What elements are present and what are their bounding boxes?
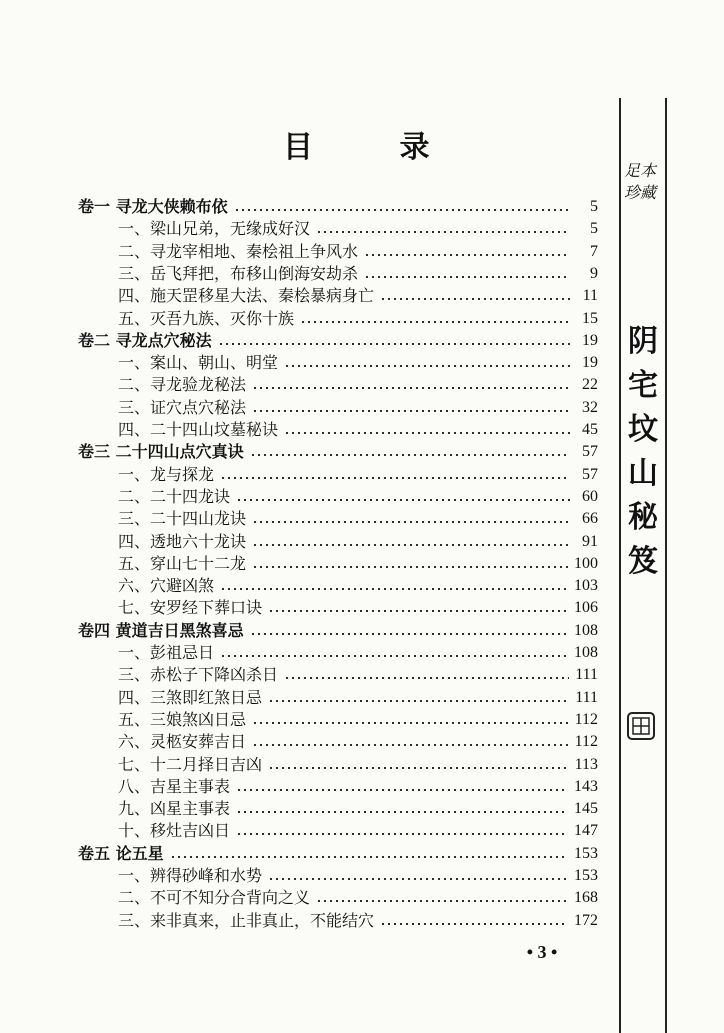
- toc-leader-dots: [250, 454, 570, 456]
- toc-leader-dots: [268, 878, 568, 880]
- toc-entry-label: 六、穴避凶煞: [118, 576, 215, 595]
- toc-chapter-entry: [118, 508, 598, 530]
- book-title-char: 山: [628, 456, 658, 491]
- toc-entry-label: 一、龙与探龙: [118, 465, 215, 484]
- toc-entry-page: 19: [582, 354, 598, 371]
- seal-icon: [621, 710, 661, 742]
- side-banner-tagline: 足本 珍藏: [623, 161, 656, 202]
- toc-entry-label: 卷五 论五星: [78, 844, 164, 863]
- toc-leader-dots: [220, 588, 568, 590]
- toc-entry-label: 六、灵柩安葬吉日: [118, 732, 247, 751]
- book-title-char: 秘: [628, 500, 658, 535]
- toc-chapter-entry: [118, 597, 598, 619]
- toc-entry-page: 22: [582, 376, 598, 393]
- toc-leader-dots: [268, 700, 569, 702]
- toc-entry-page: 19: [582, 332, 598, 349]
- toc-leader-dots: [252, 566, 568, 568]
- toc-chapter-entry: [118, 731, 598, 753]
- toc-volume-entry: [78, 843, 598, 865]
- toc-chapter-entry: [118, 285, 598, 307]
- toc-leader-dots: [234, 209, 570, 211]
- toc-chapter-entry: [118, 464, 598, 486]
- toc-entry-page: 113: [574, 756, 598, 773]
- toc-entry-page: 91: [582, 533, 598, 550]
- toc-leader-dots: [236, 811, 568, 813]
- book-title-char: 坟: [628, 412, 658, 447]
- toc-entry-label: 卷二 寻龙点穴秘法: [78, 331, 212, 350]
- toc-leader-dots: [284, 365, 570, 367]
- toc-entry-page: 45: [582, 421, 598, 438]
- toc-leader-dots: [284, 432, 570, 434]
- toc-entry-page: 15: [582, 310, 598, 327]
- toc-chapter-entry: [118, 553, 598, 575]
- toc-chapter-entry: [118, 263, 598, 285]
- toc-leader-dots: [236, 499, 570, 501]
- toc-entry-page: 112: [574, 711, 598, 728]
- toc-leader-dots: [252, 544, 570, 546]
- toc-leader-dots: [268, 610, 568, 612]
- toc-chapter-entry: [118, 486, 598, 508]
- toc-leader-dots: [284, 677, 569, 679]
- toc-chapter-entry: [118, 575, 598, 597]
- book-title-vertical: [619, 320, 667, 584]
- toc-entry-page: 153: [574, 845, 598, 862]
- toc-leader-dots: [380, 923, 568, 925]
- toc-entry-label: 七、安罗经下葬口诀: [118, 598, 263, 617]
- toc-leader-dots: [236, 789, 568, 791]
- toc-leader-dots: [364, 254, 570, 256]
- toc-entry-page: 5: [590, 220, 598, 237]
- toc-chapter-entry: [118, 664, 598, 686]
- toc-leader-dots: [252, 387, 570, 389]
- toc-entry-page: 32: [582, 399, 598, 416]
- toc-entry-label: 十、移灶吉凶日: [118, 821, 231, 840]
- toc-leader-dots: [380, 298, 570, 300]
- toc-volume-entry: [78, 441, 598, 463]
- toc-entry-page: 108: [574, 644, 598, 661]
- toc-entry-label: 四、施天罡移星大法、秦桧暴病身亡: [118, 286, 375, 305]
- toc-entry-label: 卷三 二十四山点穴真诀: [78, 442, 244, 461]
- toc-chapter-entry: [118, 531, 598, 553]
- toc-entry-page: 103: [574, 577, 598, 594]
- toc-entry-page: 153: [574, 867, 598, 884]
- toc-chapter-entry: [118, 754, 598, 776]
- toc-chapter-entry: [118, 218, 598, 240]
- toc-chapter-entry: [118, 865, 598, 887]
- toc-entry-page: 100: [574, 555, 598, 572]
- toc-entry-label: 一、梁山兄弟，无缘成好汉: [118, 219, 311, 238]
- toc-leader-dots: [252, 521, 570, 523]
- toc-entry-label: 卷一 寻龙大侠赖布依: [78, 197, 228, 216]
- toc-entry-label: 二、寻龙验龙秘法: [118, 375, 247, 394]
- toc-leader-dots: [236, 833, 568, 835]
- toc-entry-label: 三、赤松子下降凶杀日: [118, 665, 279, 684]
- toc-leader-dots: [268, 767, 569, 769]
- toc-leader-dots: [220, 477, 570, 479]
- toc-chapter-entry: [118, 374, 598, 396]
- toc-entry-page: 7: [590, 243, 598, 260]
- toc-entry-label: 一、彭祖忌日: [118, 643, 215, 662]
- toc-entry-page: 111: [575, 689, 598, 706]
- toc-chapter-entry: [118, 798, 598, 820]
- toc-entry-label: 三、二十四山龙诀: [118, 509, 247, 528]
- book-title-char: 阴: [628, 324, 658, 359]
- toc-leader-dots: [220, 655, 568, 657]
- toc-leader-dots: [316, 231, 570, 233]
- toc-entry-label: 一、辨得砂峰和水势: [118, 866, 263, 885]
- toc-entry-page: 143: [574, 778, 598, 795]
- toc-leader-dots: [316, 900, 568, 902]
- toc-chapter-entry: [118, 397, 598, 419]
- toc-leader-dots: [252, 744, 569, 746]
- toc-entry-label: 四、三煞即红煞日忌: [118, 688, 263, 707]
- book-title-char: 宅: [628, 368, 658, 403]
- toc-chapter-entry: [118, 241, 598, 263]
- toc-entry-page: 172: [574, 912, 598, 929]
- toc-entry-label: 三、岳飞拜把，布移山倒海安劫杀: [118, 264, 359, 283]
- toc-chapter-entry: [118, 820, 598, 842]
- toc-volume-entry: [78, 330, 598, 352]
- toc-entry-label: 五、三娘煞凶日忌: [118, 710, 247, 729]
- toc-leader-dots: [252, 722, 569, 724]
- toc-chapter-entry: [118, 910, 598, 932]
- toc-entry-page: 5: [590, 198, 598, 215]
- toc-entry-label: 二、寻龙宰相地、秦桧祖上争风水: [118, 242, 359, 261]
- book-title-char: 笈: [628, 544, 658, 579]
- toc-entry-label: 二、不可不知分合背向之义: [118, 888, 311, 907]
- toc-chapter-entry: [118, 887, 598, 909]
- toc-leader-dots: [364, 276, 570, 278]
- toc-volume-entry: [78, 196, 598, 218]
- toc-entry-label: 一、案山、朝山、明堂: [118, 353, 279, 372]
- toc-entry-label: 四、透地六十龙诀: [118, 532, 247, 551]
- toc-entry-page: 60: [582, 488, 598, 505]
- toc-volume-entry: [78, 620, 598, 642]
- toc-chapter-entry: [118, 352, 598, 374]
- toc-entry-label: 四、二十四山坟墓秘诀: [118, 420, 279, 439]
- toc-entry-label: 七、十二月择日吉凶: [118, 755, 263, 774]
- toc-entry-page: 168: [574, 889, 598, 906]
- toc-entry-page: 108: [574, 622, 598, 639]
- toc-entry-page: 112: [574, 733, 598, 750]
- toc-entry-label: 三、来非真来，止非真止，不能结穴: [118, 911, 375, 930]
- toc-entry-page: 57: [582, 466, 598, 483]
- toc-chapter-entry: [118, 776, 598, 798]
- toc-entry-label: 八、吉星主事表: [118, 777, 231, 796]
- toc-entry-page: 111: [575, 666, 598, 683]
- toc-chapter-entry: [118, 687, 598, 709]
- toc-entry-label: 九、凶星主事表: [118, 799, 231, 818]
- toc-leader-dots: [250, 633, 568, 635]
- toc-entry-page: 57: [582, 443, 598, 460]
- page-number: • 3 •: [526, 942, 558, 962]
- toc-entry-page: 9: [590, 265, 598, 282]
- toc-entry-label: 五、灭吾九族、灭你十族: [118, 309, 295, 328]
- toc-leader-dots: [252, 410, 570, 412]
- toc-chapter-entry: [118, 419, 598, 441]
- toc-entry-page: 66: [582, 510, 598, 527]
- toc-entry-label: 三、证穴点穴秘法: [118, 398, 247, 417]
- toc-entry-label: 五、穿山七十二龙: [118, 554, 247, 573]
- toc-entry-page: 106: [574, 599, 598, 616]
- toc-chapter-entry: [118, 709, 598, 731]
- toc-entry-label: 二、二十四龙诀: [118, 487, 231, 506]
- toc-chapter-entry: [118, 642, 598, 664]
- toc-entry-label: 卷四 黄道吉日黑煞喜忌: [78, 621, 244, 640]
- page-title: 目 录: [283, 130, 468, 165]
- toc-leader-dots: [170, 856, 568, 858]
- toc-entry-page: 11: [582, 287, 598, 304]
- toc-chapter-entry: [118, 308, 598, 330]
- toc-entry-page: 147: [574, 822, 598, 839]
- toc-entry-page: 145: [574, 800, 598, 817]
- toc-leader-dots: [218, 343, 570, 345]
- toc-leader-dots: [300, 321, 570, 323]
